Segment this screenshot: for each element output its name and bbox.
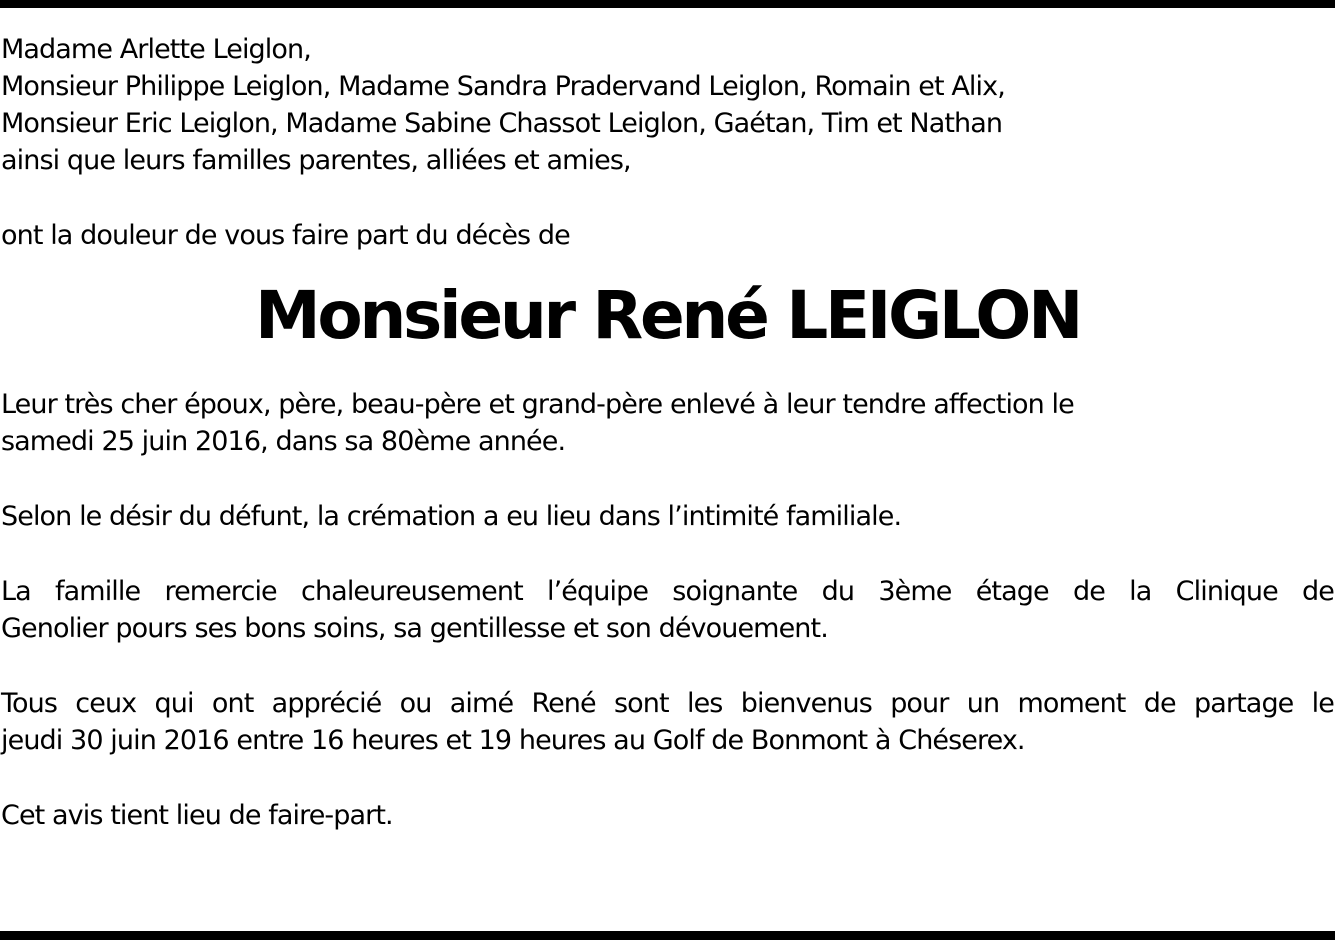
bottom-border-rule [0,931,1335,940]
paragraph-line: Tous ceux qui ont apprécié ou aimé René sont les bienvenus pour un moment de partage le [1,688,1334,719]
thanks-paragraph [1,573,1334,647]
deceased-name: Monsieur René LEIGLON [254,277,1081,354]
family-list [1,31,1334,179]
paragraph-line: Leur très cher époux, père, beau-père et grand-père enlevé à leur tendre affection le [1,389,1074,420]
closing-paragraph: Cet avis tient lieu de faire-part. [1,800,393,831]
family-line: ainsi que leurs familles parentes, alliées et amies, [1,145,631,176]
death-paragraph [1,386,1334,460]
paragraph-line: Genolier pours ses bons soins, sa gentillesse et son dévouement. [1,613,828,644]
family-line: Monsieur Eric Leiglon, Madame Sabine Chassot Leiglon, Gaétan, Tim et Nathan [1,108,1003,139]
cremation-paragraph: Selon le désir du défunt, la crémation a eu lieu dans l’intimité familiale. [1,501,902,532]
top-border-rule [0,0,1335,8]
paragraph-line: samedi 25 juin 2016, dans sa 80ème année. [1,426,566,457]
family-line: Monsieur Philippe Leiglon, Madame Sandra Pradervand Leiglon, Romain et Alix, [1,71,1005,102]
death-notice [1,31,1334,834]
gathering-paragraph [1,685,1334,759]
paragraph-line: jeudi 30 juin 2016 entre 16 heures et 19 heures au Golf de Bonmont à Chéserex. [1,725,1025,756]
announcement-text: ont la douleur de vous faire part du décès de [1,220,570,251]
paragraph-line: La famille remercie chaleureusement l’équipe soignante du 3ème étage de la Clinique de [1,576,1334,607]
family-line: Madame Arlette Leiglon, [1,34,311,65]
